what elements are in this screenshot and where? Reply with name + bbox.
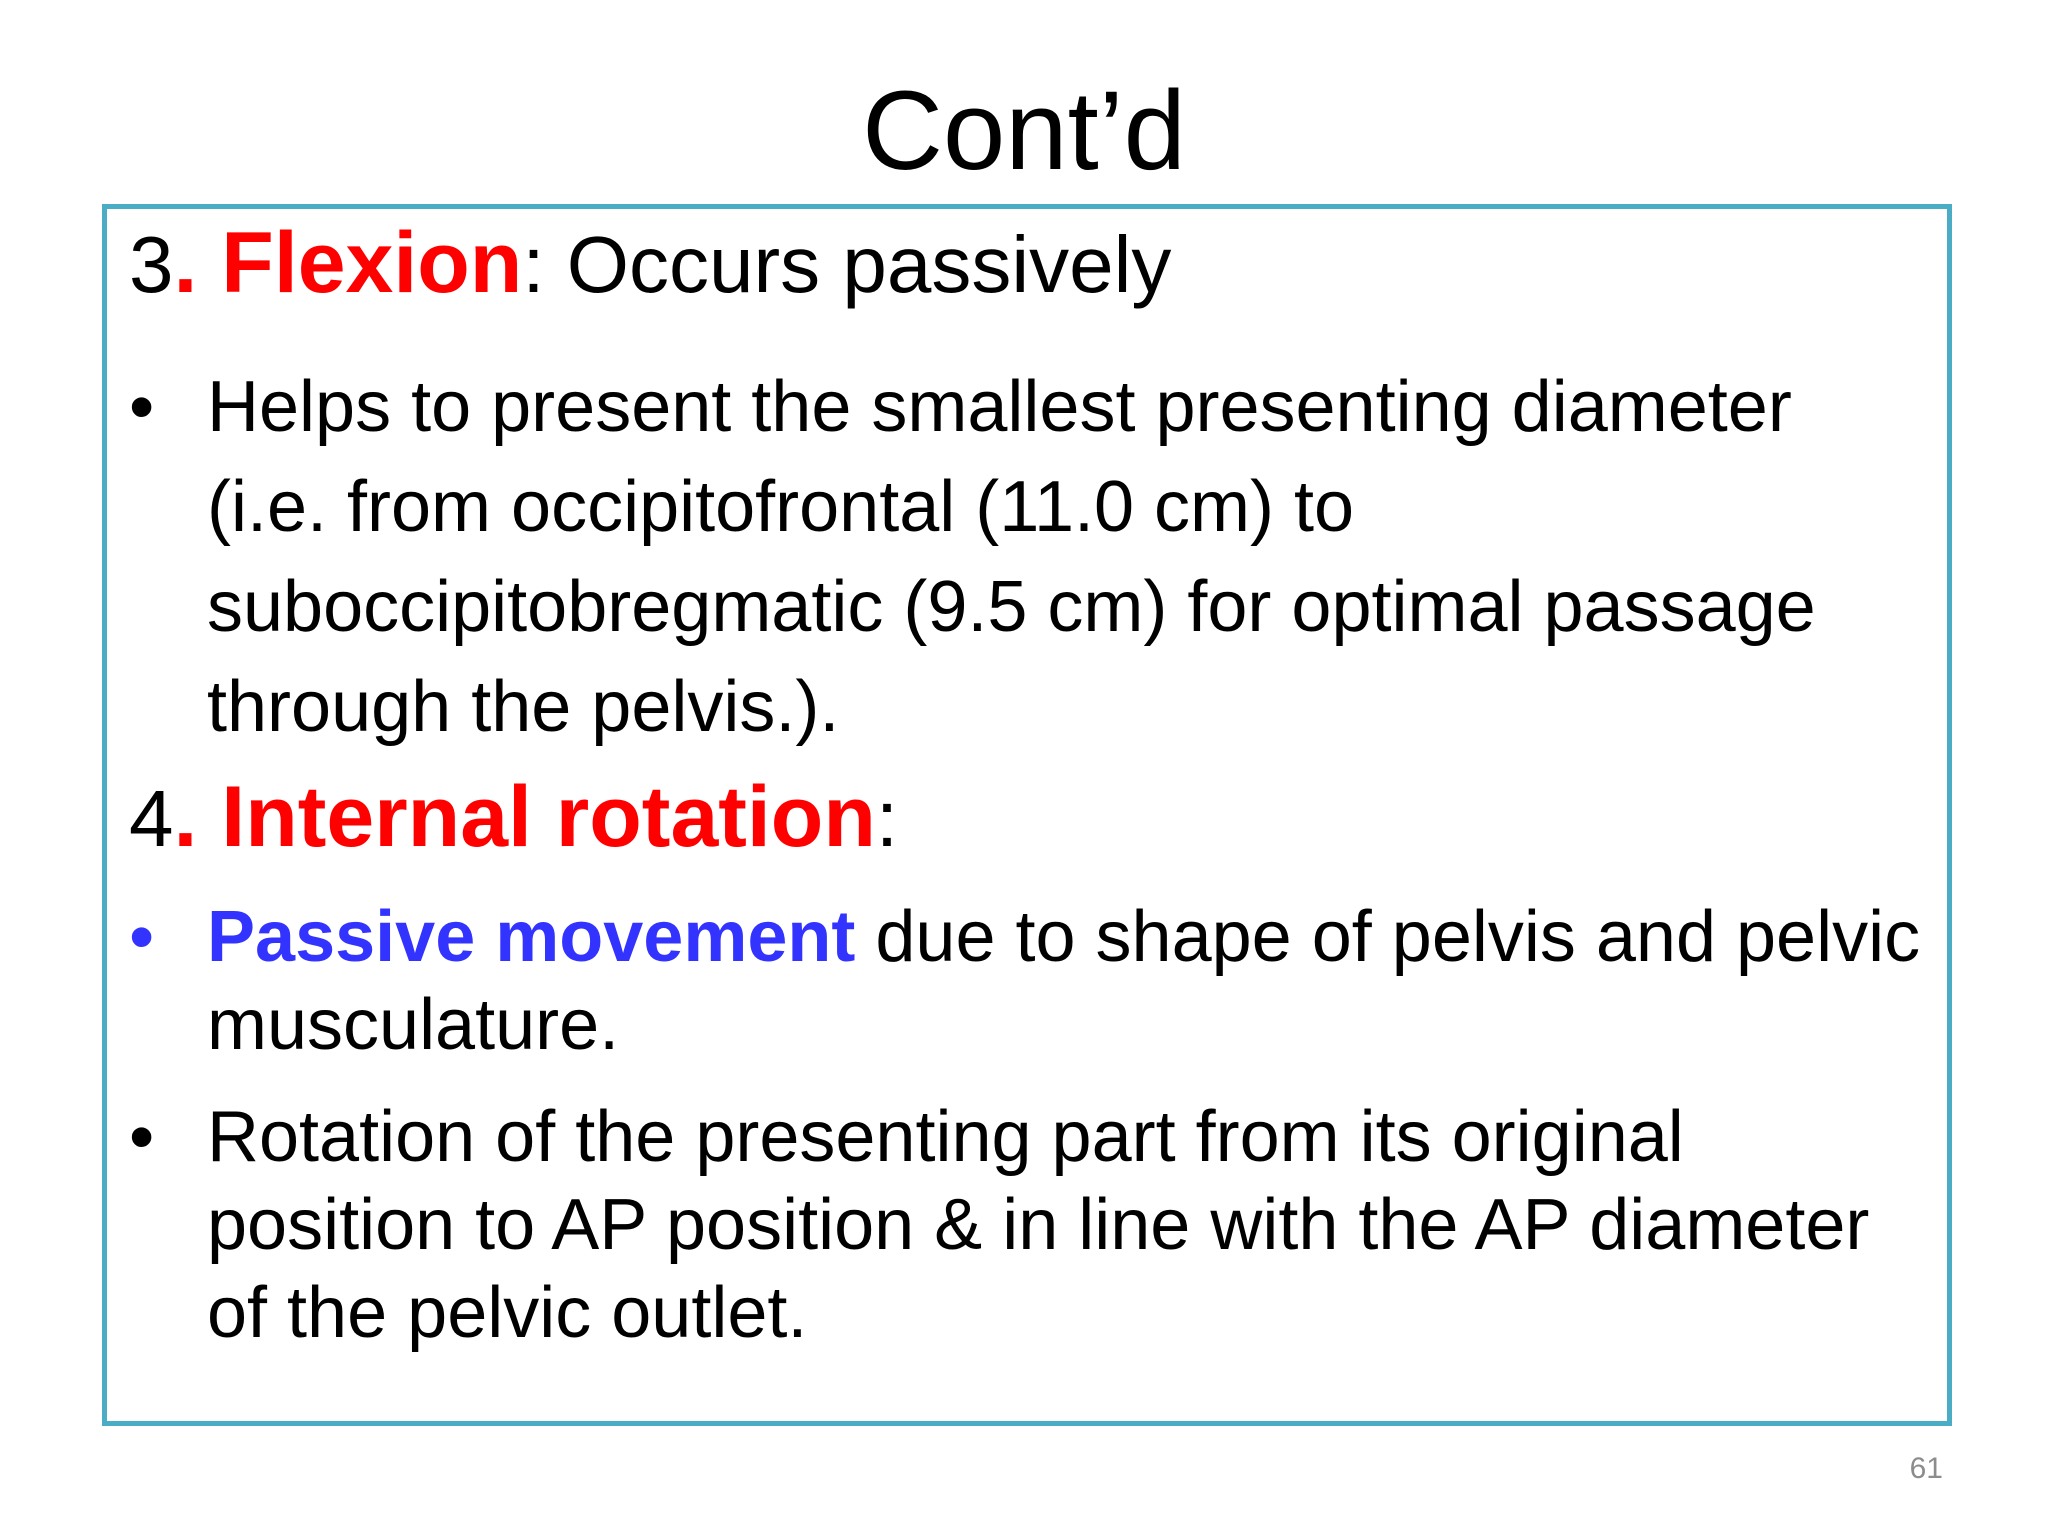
page-number: 61 (1909, 1452, 1943, 1485)
section-4-punct: . (173, 769, 222, 865)
bullet-dot-icon: • (129, 897, 155, 977)
section-3-bullet-1-text: Helps to present the smallest presenting diameter (i.e. from occipitofrontal (11.0 cm) to suboccipitobregmatic (9.5 cm) for optimal passage through the pelvis.). (207, 367, 1816, 747)
section-4-term: Internal rotation (221, 769, 876, 865)
section-4-bullet-2-text: Rotation of the presenting part from its original position to AP position & in line with the AP diameter of the pelvic outlet. (207, 1097, 1870, 1353)
section-3-punct: . (173, 215, 222, 311)
section-4-bullet-1-highlight: Passive movement (207, 897, 856, 977)
section-3-term: Flexion (221, 215, 523, 311)
section-4-number: 4 (129, 774, 174, 863)
section-3-number: 3 (129, 220, 174, 309)
slide-title: Cont’d (862, 68, 1186, 193)
section-3-rest: : Occurs passively (522, 220, 1172, 309)
bullet-dot-icon: • (129, 367, 155, 447)
section-4-bullet-1-rest: due to shape of pelvis and pelvic musculature. (207, 897, 1921, 1065)
section-4-rest: : (875, 774, 899, 863)
section-4-bullet-1-text (207, 893, 1927, 1069)
content-box (102, 204, 1952, 1426)
section-4-heading (129, 769, 898, 867)
bullet-dot-icon: • (129, 1097, 155, 1177)
section-3-heading (129, 215, 1171, 313)
